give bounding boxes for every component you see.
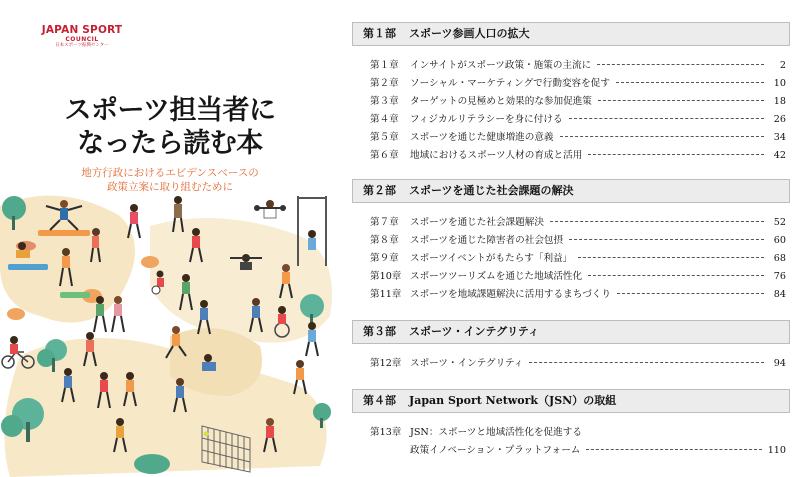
cover-title-line-2: なったら読む本 — [77, 128, 263, 159]
page-number: 76 — [773, 271, 786, 282]
chapter-list — [352, 57, 790, 165]
page-number: 84 — [773, 289, 786, 300]
cover-subtitle-line-2: 政策立案に取り組むために — [107, 181, 233, 193]
part-header — [352, 179, 790, 203]
toc-entry[interactable] — [352, 75, 790, 93]
leader-dots — [588, 275, 764, 276]
logo-subtitle: COUNCIL — [65, 36, 99, 43]
page-number: 2 — [779, 60, 786, 71]
chapter-number: 第４章 — [370, 114, 399, 125]
part-header — [352, 22, 790, 46]
leader-dots — [569, 118, 764, 119]
chapter-list — [352, 214, 790, 304]
chapter-number: 第５章 — [370, 132, 399, 143]
page-number: 110 — [767, 445, 786, 456]
page-number: 34 — [773, 132, 786, 143]
chapter-title: スポーツを通じた障害者の社会包摂 — [410, 235, 564, 246]
chapter-title: スポーツツーリズムを通じた地域活性化 — [410, 271, 583, 282]
chapter-title: スポーツイベントがもたらす「利益」 — [410, 253, 573, 264]
chapter-number: 第10章 — [370, 271, 402, 282]
toc-part-1 — [352, 22, 790, 165]
logo-japanese: 日本スポーツ振興センター — [55, 43, 109, 48]
chapter-number: 第２章 — [370, 78, 399, 89]
part-number: 第３部 — [363, 325, 396, 338]
bg-blob-center — [150, 218, 332, 343]
chapter-number: 第13章 — [370, 427, 402, 438]
yoga-mat — [38, 230, 90, 236]
part-number: 第１部 — [363, 27, 396, 40]
chapter-number: 第９章 — [370, 253, 399, 264]
person-figure — [278, 306, 286, 324]
person-figure — [10, 336, 18, 354]
leader-dots — [560, 136, 764, 137]
cover-title — [0, 94, 340, 160]
cover-title-line-1: スポーツ担当者に — [64, 95, 276, 126]
leader-dots — [586, 449, 761, 450]
chapter-title: スポーツ・インテグリティ — [410, 358, 524, 369]
chapter-number: 第11章 — [370, 289, 402, 300]
toc-entry[interactable] — [352, 214, 790, 232]
page-number: 18 — [773, 96, 786, 107]
yoga-mat — [60, 292, 90, 298]
leader-dots — [569, 239, 764, 240]
chapter-number: 第７章 — [370, 217, 399, 228]
toc-entry[interactable] — [352, 424, 790, 442]
page-number: 68 — [773, 253, 786, 264]
chapter-list — [352, 424, 790, 460]
page-number: 42 — [773, 150, 786, 161]
chapter-title: インサイトがスポーツ政策・施策の主流に — [410, 60, 592, 71]
logo-title: JAPAN SPORT — [41, 24, 123, 36]
table-of-contents — [352, 0, 800, 477]
leader-dots — [578, 257, 764, 258]
toc-part-3 — [352, 320, 790, 373]
part-title: スポーツ参画人口の拡大 — [409, 27, 530, 40]
yoga-mat — [8, 264, 48, 270]
person-figure — [157, 271, 165, 288]
leader-dots — [617, 293, 764, 294]
toc-entry-continuation[interactable] — [352, 442, 790, 460]
toc-part-2 — [352, 179, 790, 304]
toc-entry[interactable] — [352, 129, 790, 147]
page-number: 26 — [773, 114, 786, 125]
chapter-title: スポーツを地域課題解決に活用するまちづくり — [410, 289, 611, 300]
toc-entry[interactable] — [352, 57, 790, 75]
chapter-number: 第６章 — [370, 150, 399, 161]
chapter-number: 第８章 — [370, 235, 399, 246]
toc-entry[interactable] — [352, 286, 790, 304]
chapter-title: ソーシャル・マーケティングで行動変容を促す — [410, 78, 610, 89]
chapter-number: 第１章 — [370, 60, 399, 71]
leader-dots — [616, 82, 764, 83]
chapter-title: ターゲットの見極めと効果的な参加促進策 — [410, 96, 592, 107]
chapter-title: フィジカルリテラシーを身に付ける — [410, 114, 563, 125]
chapter-title: 地域におけるスポーツ人材の育成と活用 — [410, 150, 583, 161]
part-title: スポーツ・インテグリティ — [409, 325, 540, 338]
page-number: 52 — [773, 217, 786, 228]
toc-entry[interactable] — [352, 147, 790, 165]
toc-entry[interactable] — [352, 268, 790, 286]
toc-entry[interactable] — [352, 232, 790, 250]
toc-entry[interactable] — [352, 111, 790, 129]
cover-subtitle-line-1: 地方行政におけるエビデンスベースの — [81, 167, 259, 179]
part-title: スポーツを通じた社会課題の解決 — [409, 184, 574, 197]
chapter-title: スポーツを通じた社会課題解決 — [410, 217, 544, 228]
sports-people-illustration — [0, 186, 340, 477]
page-number: 94 — [773, 358, 786, 369]
book-cover — [0, 0, 340, 477]
part-header — [352, 320, 790, 344]
part-title: Japan Sport Network（JSN）の取組 — [409, 394, 617, 407]
leader-dots — [598, 100, 764, 101]
person-figure — [254, 200, 286, 218]
chapter-list — [352, 355, 790, 373]
chapter-title-continued: 政策イノベーション・プラットフォーム — [410, 445, 581, 456]
toc-entry[interactable] — [352, 93, 790, 111]
chapter-number: 第12章 — [370, 358, 402, 369]
jsc-logo — [34, 24, 130, 49]
leader-dots — [529, 362, 764, 363]
toc-entry[interactable] — [352, 250, 790, 268]
page-number: 60 — [773, 235, 786, 246]
person-figure — [308, 230, 316, 250]
toc-part-4 — [352, 389, 790, 460]
part-header — [352, 389, 790, 413]
leader-dots — [588, 154, 764, 155]
leader-dots — [597, 64, 764, 65]
chapter-number: 第３章 — [370, 96, 399, 107]
chapter-title: JSN：スポーツと地域活性化を促進する — [410, 427, 582, 438]
part-number: 第２部 — [363, 184, 396, 197]
page-number: 10 — [773, 78, 786, 89]
part-number: 第４部 — [363, 394, 396, 407]
toc-entry[interactable] — [352, 355, 790, 373]
leader-dots — [550, 221, 764, 222]
person-figure — [128, 204, 140, 238]
chapter-title: スポーツを通じた健康増進の意義 — [410, 132, 554, 143]
